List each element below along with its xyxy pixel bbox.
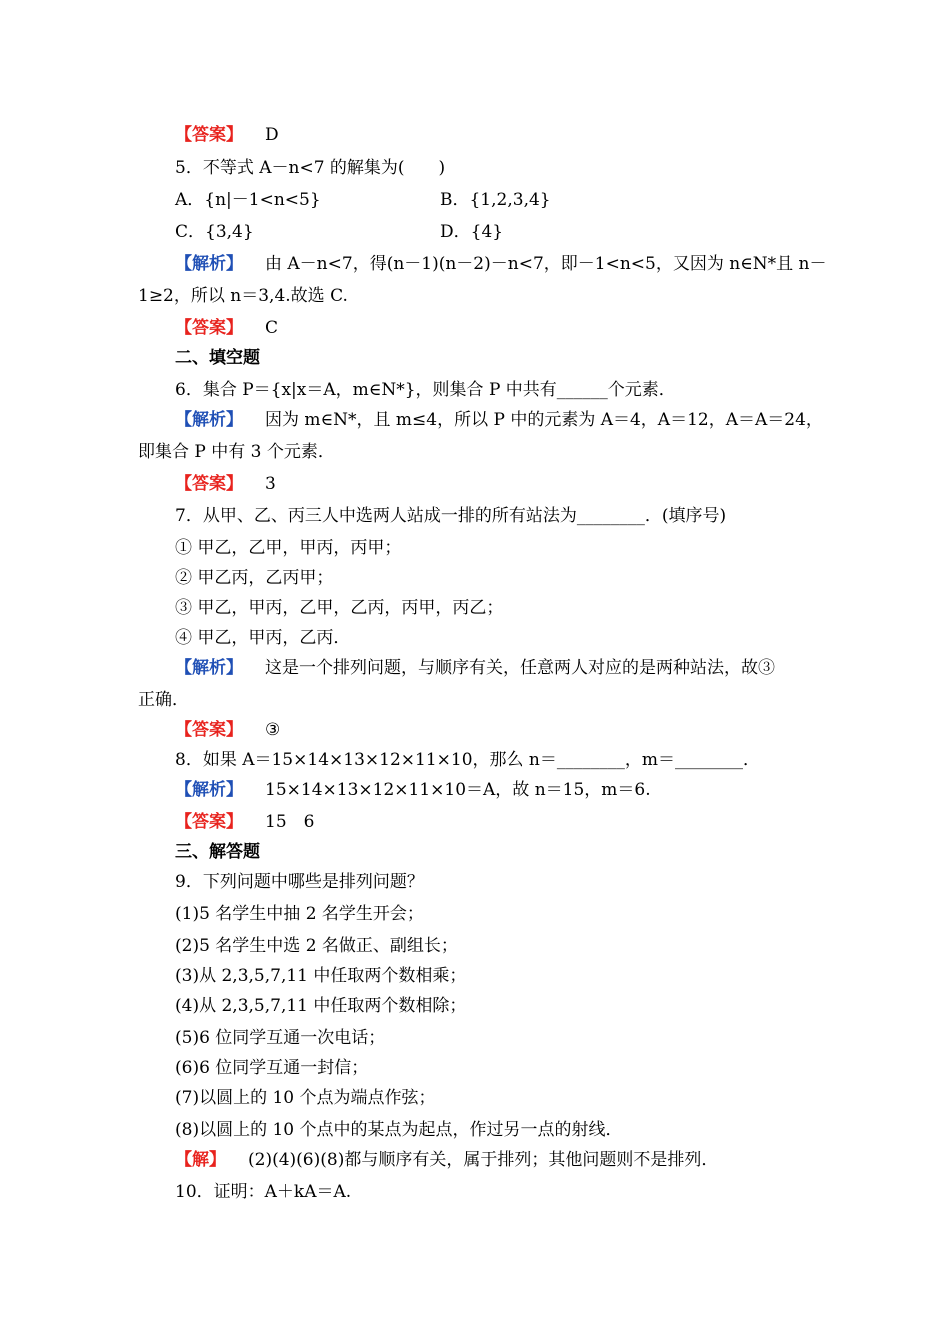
analysis-text: 因为 m∈N*，且 m≤4，所以 P 中的元素为 A＝4，A＝12，A＝A＝24， — [265, 410, 823, 430]
question-7: 7．从甲、乙、丙三人中选两人站成一排的所有站法为________．(填序号) — [175, 506, 727, 526]
answer-text: ③ — [265, 720, 281, 740]
solution-tag: 【解】 — [175, 1150, 226, 1170]
q9-item-3: (3)从 2,3,5,7,11 中任取两个数相乘； — [175, 966, 467, 986]
q9-item-7: (7)以圆上的 10 个点为端点作弦； — [175, 1088, 436, 1108]
q7-choice-3: ③ 甲乙，甲丙，乙甲，乙丙，丙甲，丙乙； — [175, 598, 504, 618]
solution-9 — [175, 1148, 718, 1172]
answer-7 — [175, 718, 280, 742]
q9-item-2: (2)5 名学生中选 2 名做正、副组长； — [175, 936, 458, 956]
option-a: A．{n|－1<n<5} — [175, 190, 321, 210]
answer-text: 3 — [265, 474, 276, 494]
analysis-8 — [175, 778, 651, 802]
option-c: C．{3,4} — [175, 222, 254, 242]
analysis-tag: 【解析】 — [175, 658, 243, 678]
option-d: D．{4} — [440, 222, 504, 242]
analysis-text: 由 A－n<7，得(n－1)(n－2)－n<7，即－1<n<5，又因为 n∈N*且 n－ — [265, 254, 827, 274]
question-5: 5．不等式 A－n<7 的解集为( ) — [175, 158, 446, 178]
section-solution: 三、解答题 — [175, 842, 260, 862]
analysis-6 — [175, 408, 823, 432]
analysis-6-cont: 即集合 P 中有 3 个元素． — [138, 442, 335, 462]
section-fill-blank: 二、填空题 — [175, 348, 260, 368]
analysis-7 — [175, 656, 775, 680]
answer-5 — [175, 316, 278, 340]
answer-8 — [175, 810, 314, 834]
answer-tag: 【答案】 — [175, 318, 243, 338]
question-9: 9．下列问题中哪些是排列问题？ — [175, 872, 424, 892]
question-6: 6．集合 P＝{x|x＝A，m∈N*}，则集合 P 中共有______个元素． — [175, 380, 676, 400]
analysis-5 — [175, 252, 827, 276]
answer-line — [175, 123, 279, 147]
solution-text: (2)(4)(6)(8)都与顺序有关，属于排列；其他问题则不是排列． — [248, 1150, 719, 1170]
q9-item-6: (6)6 位同学互通一封信； — [175, 1058, 369, 1078]
answer-text: 15 6 — [265, 812, 315, 832]
analysis-text: 这是一个排列问题，与顺序有关，任意两人对应的是两种站法，故③ — [265, 658, 775, 678]
analysis-tag: 【解析】 — [175, 410, 243, 430]
q9-item-5: (5)6 位同学互通一次电话； — [175, 1028, 386, 1048]
q9-item-4: (4)从 2,3,5,7,11 中任取两个数相除； — [175, 996, 467, 1016]
answer-tag: 【答案】 — [175, 125, 243, 145]
analysis-text: 15×14×13×12×11×10＝A，故 n＝15，m＝6. — [265, 780, 651, 800]
option-b: B．{1,2,3,4} — [440, 190, 551, 210]
question-10: 10．证明：A＋kA＝A. — [175, 1182, 352, 1202]
answer-6 — [175, 472, 276, 496]
answer-tag: 【答案】 — [175, 474, 243, 494]
analysis-7-cont: 正确． — [138, 690, 189, 710]
answer-text: C — [265, 318, 279, 338]
analysis-tag: 【解析】 — [175, 254, 243, 274]
answer-tag: 【答案】 — [175, 720, 243, 740]
q9-item-1: (1)5 名学生中抽 2 名学生开会； — [175, 904, 424, 924]
q7-choice-1: ① 甲乙，乙甲，甲丙，丙甲； — [175, 538, 402, 558]
analysis-tag: 【解析】 — [175, 780, 243, 800]
answer-tag: 【答案】 — [175, 812, 243, 832]
q9-item-8: (8)以圆上的 10 个点中的某点为起点，作过另一点的射线． — [175, 1120, 623, 1140]
q7-choice-2: ② 甲乙丙，乙丙甲； — [175, 568, 334, 588]
analysis-5-cont: 1≥2，所以 n＝3,4.故选 C. — [138, 286, 348, 306]
question-8: 8．如果 A＝15×14×13×12×11×10，那么 n＝________，m＝________． — [175, 750, 760, 770]
q7-choice-4: ④ 甲乙，甲丙，乙丙． — [175, 628, 351, 648]
answer-text: D — [265, 125, 279, 145]
